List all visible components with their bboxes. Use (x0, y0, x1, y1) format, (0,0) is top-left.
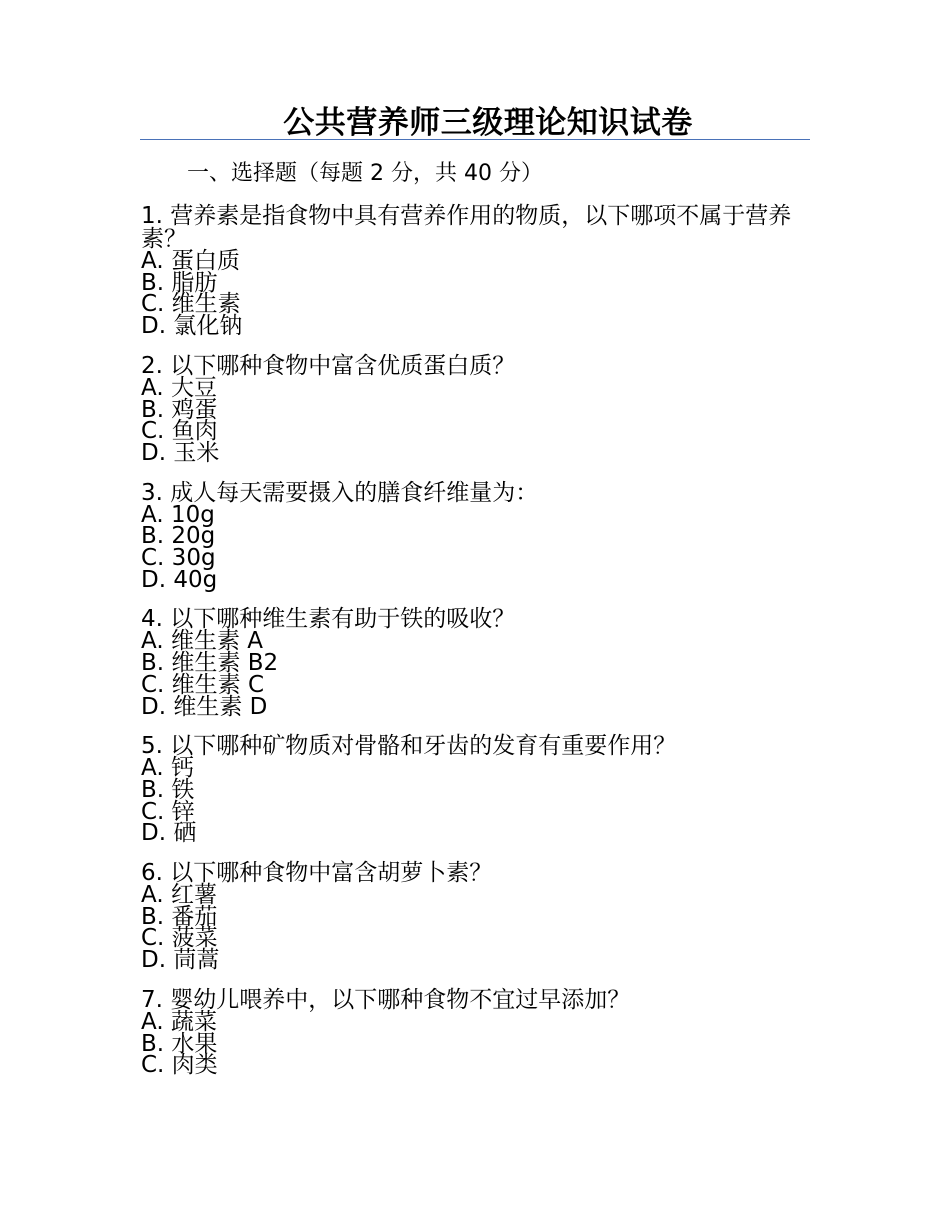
option-b: B. 铁 (141, 776, 195, 803)
option-d: D. 40g (141, 566, 218, 593)
question-stem: 1. 营养素是指食物中具有营养作用的物质，以下哪项不属于营养素？ (141, 203, 792, 252)
option-b: B. 脂肪 (141, 269, 218, 296)
option-a: A. 红薯 (141, 882, 217, 909)
option-d: D. 硒 (141, 820, 197, 847)
option-d: D. 维生素 D (141, 693, 268, 720)
option-a: A. 维生素 A (141, 628, 263, 655)
option-c: C. 维生素 C (141, 671, 265, 698)
option-a: A. 大豆 (141, 374, 217, 401)
option-a: A. 蛋白质 (141, 248, 240, 274)
question-7 (141, 986, 811, 1079)
option-b: B. 番茄 (141, 903, 218, 930)
option-c: C. 维生素 (141, 291, 241, 318)
document-title: 公共营养师三级理论知识试卷 (283, 105, 693, 141)
question-4 (141, 608, 811, 718)
option-c: C. 菠菜 (141, 925, 218, 952)
question-5 (141, 735, 811, 845)
section-heading: 一、选择题（每题 2 分，共 40 分） (187, 161, 543, 186)
option-b: B. 维生素 B2 (141, 650, 279, 677)
question-stem: 6. 以下哪种食物中富含胡萝卜素？ (141, 860, 493, 887)
question-1 (141, 205, 811, 338)
option-a: A. 蔬菜 (141, 1008, 217, 1035)
option-a: A. 钙 (141, 755, 194, 782)
question-2 (141, 352, 811, 466)
option-d: D. 茼蒿 (141, 947, 220, 974)
option-c: C. 锌 (141, 798, 195, 825)
option-c: C. 肉类 (141, 1052, 218, 1079)
option-c: C. 30g (141, 545, 216, 572)
title-underline (140, 139, 810, 140)
question-stem: 2. 以下哪种食物中富含优质蛋白质？ (141, 352, 516, 379)
option-d: D. 玉米 (141, 439, 220, 466)
question-stem: 5. 以下哪种矿物质对骨骼和牙齿的发育有重要作用？ (141, 733, 677, 760)
question-stem: 4. 以下哪种维生素有助于铁的吸收？ (141, 606, 516, 633)
option-d: D. 氯化钠 (141, 313, 243, 340)
option-b: B. 水果 (141, 1030, 218, 1057)
question-stem: 3. 成人每天需要摄入的膳食纤维量为： (141, 479, 539, 506)
option-c: C. 鱼肉 (141, 418, 218, 445)
question-3 (141, 479, 811, 593)
question-list (141, 199, 811, 1094)
question-6 (141, 862, 811, 972)
option-b: B. 20g (141, 523, 216, 550)
option-b: B. 鸡蛋 (141, 396, 218, 423)
question-stem: 7. 婴幼儿喂养中，以下哪种食物不宜过早添加？ (141, 986, 631, 1013)
option-a: A. 10g (141, 501, 215, 528)
